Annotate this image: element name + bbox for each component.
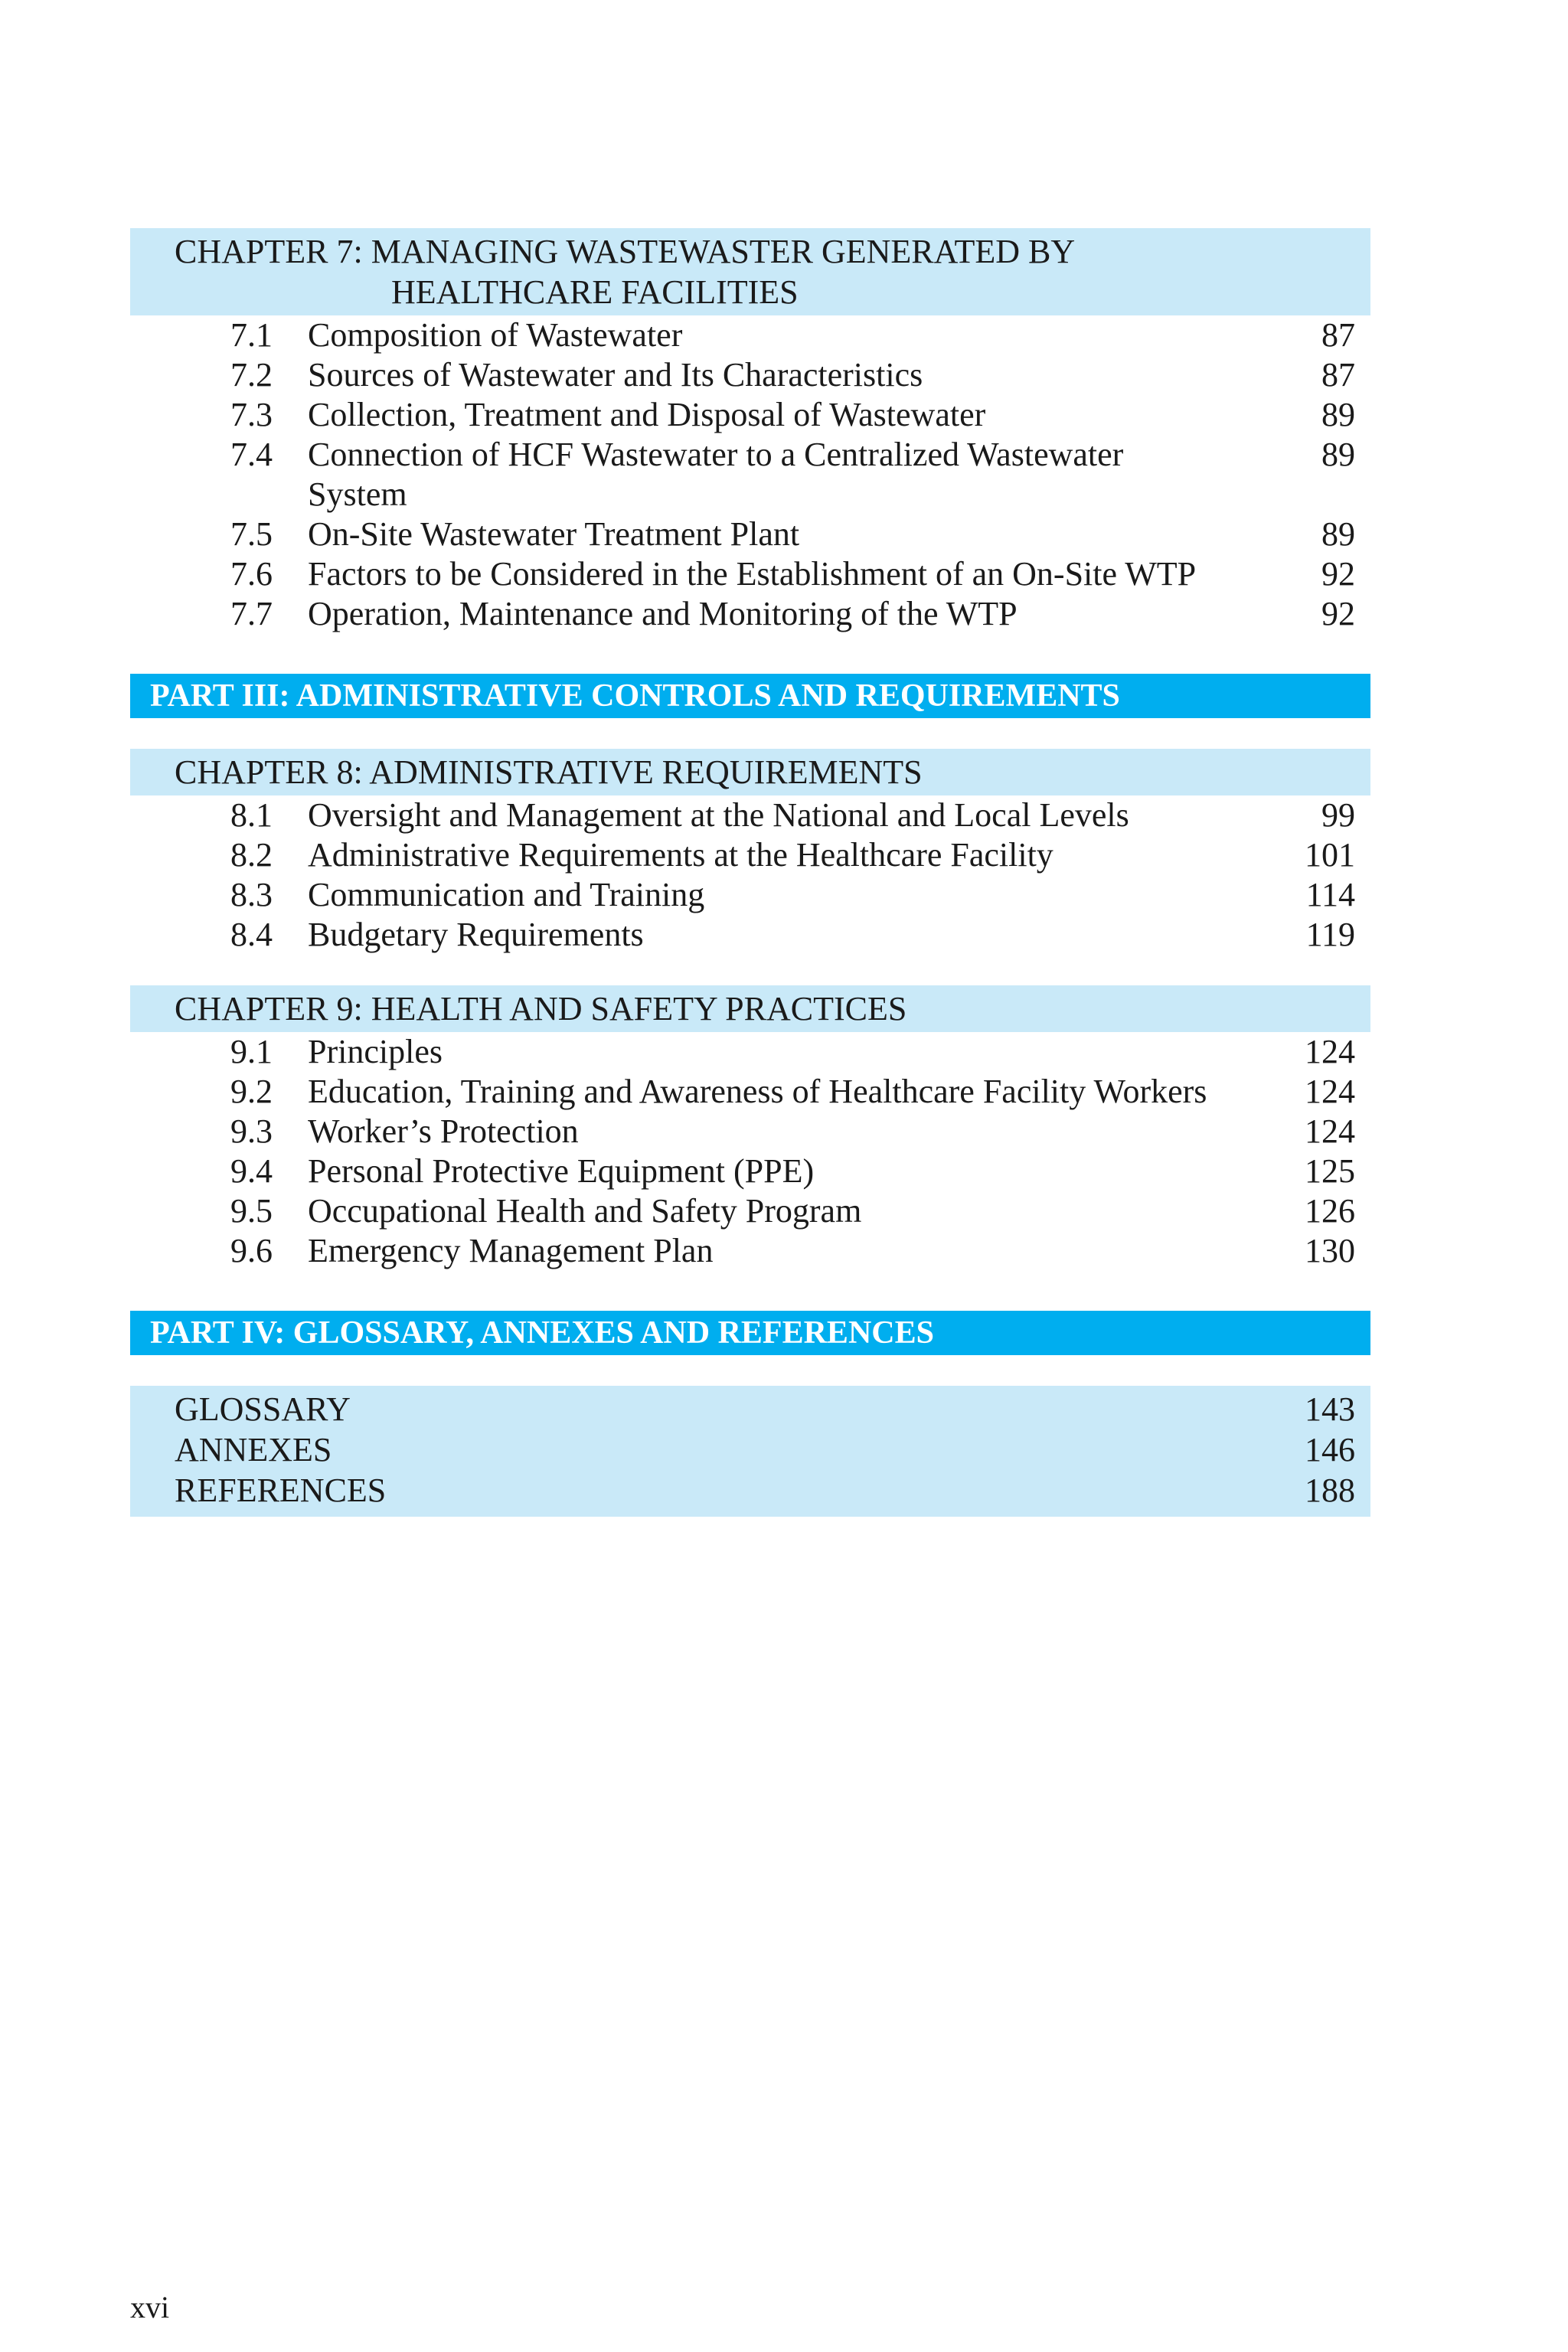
entry-page: 188 [1305,1472,1355,1509]
entry-title: Sources of Wastewater and Its Characteristics [308,356,923,394]
toc-entry[interactable] [130,915,1370,955]
entry-title: Occupational Health and Safety Program [308,1192,862,1230]
entry-page: 124 [1305,1112,1355,1150]
entry-page: 124 [1305,1033,1355,1070]
entry-title: Operation, Maintenance and Monitoring of the WTP [308,595,1018,632]
entry-page: 125 [1305,1152,1355,1190]
entry-title: Connection of HCF Wastewater to a Centralized Wastewater System [308,436,1124,513]
toc-entry[interactable] [130,1231,1370,1271]
toc-entry[interactable] [130,1032,1370,1072]
page-number: xvi [130,2290,170,2324]
entry-page: 143 [1305,1390,1355,1428]
entry-page: 146 [1305,1431,1355,1468]
entry-page: 87 [1321,316,1355,354]
back-matter [130,1386,1370,1517]
table-of-contents [130,228,1370,1517]
entry-number: 8.4 [230,916,273,953]
entry-page: 92 [1321,595,1355,632]
entry-number: 7.1 [230,316,273,354]
toc-entry[interactable] [130,554,1370,594]
toc-entry[interactable] [130,355,1370,395]
entry-number: 7.5 [230,515,273,553]
entry-page: 101 [1305,836,1355,874]
entry-title: Composition of Wastewater [308,316,683,354]
chapter-8-entries [130,795,1370,955]
entry-page: 119 [1305,916,1355,953]
part-4-heading: PART IV: GLOSSARY, ANNEXES AND REFERENCES [130,1311,1370,1355]
toc-entry[interactable] [130,1112,1370,1152]
entry-number: 7.7 [230,595,273,632]
entry-number: 8.3 [230,876,273,913]
toc-entry[interactable] [130,875,1370,915]
entry-title: Worker’s Protection [308,1112,579,1150]
entry-page: 99 [1321,796,1355,834]
entry-page: 87 [1321,356,1355,394]
entry-title: Personal Protective Equipment (PPE) [308,1152,815,1190]
entry-page: 114 [1305,876,1355,913]
entry-number: 7.6 [230,555,273,593]
entry-title: On-Site Wastewater Treatment Plant [308,515,800,553]
chapter-8-heading: CHAPTER 8: ADMINISTRATIVE REQUIREMENTS [130,749,1370,795]
entry-number: 8.2 [230,836,273,874]
entry-title: Administrative Requirements at the Healthcare Facility [308,836,1054,874]
chapter-7-entries [130,315,1370,634]
chapter-9-heading: CHAPTER 9: HEALTH AND SAFETY PRACTICES [130,985,1370,1032]
toc-entry[interactable] [130,514,1370,554]
entry-page: 126 [1305,1192,1355,1230]
toc-entry[interactable] [130,1072,1370,1112]
entry-number: 9.6 [230,1232,273,1269]
entry-number: 9.2 [230,1073,273,1110]
entry-page: 92 [1321,555,1355,593]
chapter-7-heading-line1: CHAPTER 7: MANAGING WASTEWASTER GENERATED BY [175,233,1076,270]
entry-title: REFERENCES [175,1472,387,1509]
chapter-7-heading [130,228,1370,315]
entry-title: Communication and Training [308,876,705,913]
toc-entry[interactable] [130,1152,1370,1191]
entry-number: 7.4 [230,436,273,473]
entry-number: 7.2 [230,356,273,394]
entry-page: 130 [1305,1232,1355,1269]
toc-entry[interactable] [130,594,1370,634]
entry-number: 9.1 [230,1033,273,1070]
entry-title: Factors to be Considered in the Establishment of an On-Site WTP [308,555,1197,593]
entry-number: 8.1 [230,796,273,834]
entry-title: Education, Training and Awareness of Healthcare Facility Workers [308,1073,1207,1110]
annexes-entry[interactable] [130,1429,1370,1470]
entry-page: 89 [1321,515,1355,553]
toc-entry[interactable] [130,435,1370,514]
entry-page: 89 [1321,396,1355,433]
entry-title: Oversight and Management at the National and Local Levels [308,796,1129,834]
entry-number: 9.3 [230,1112,273,1150]
entry-number: 9.4 [230,1152,273,1190]
entry-title: Collection, Treatment and Disposal of Wastewater [308,396,986,433]
entry-page: 124 [1305,1073,1355,1110]
entry-title: GLOSSARY [175,1390,351,1428]
chapter-9-entries [130,1032,1370,1271]
references-entry[interactable] [130,1470,1370,1511]
toc-entry[interactable] [130,315,1370,355]
chapter-7-heading-line2: HEALTHCARE FACILITIES [391,273,799,311]
entry-title: Principles [308,1033,443,1070]
entry-number: 9.5 [230,1192,273,1230]
toc-entry[interactable] [130,795,1370,835]
entry-title: Budgetary Requirements [308,916,644,953]
toc-entry[interactable] [130,1191,1370,1231]
toc-entry[interactable] [130,835,1370,875]
part-3-heading: PART III: ADMINISTRATIVE CONTROLS AND REQUIREMENTS [130,674,1370,718]
entry-number: 7.3 [230,396,273,433]
entry-page: 89 [1321,436,1355,473]
toc-entry[interactable] [130,395,1370,435]
entry-title: ANNEXES [175,1431,332,1468]
entry-title: Emergency Management Plan [308,1232,714,1269]
glossary-entry[interactable] [130,1389,1370,1429]
